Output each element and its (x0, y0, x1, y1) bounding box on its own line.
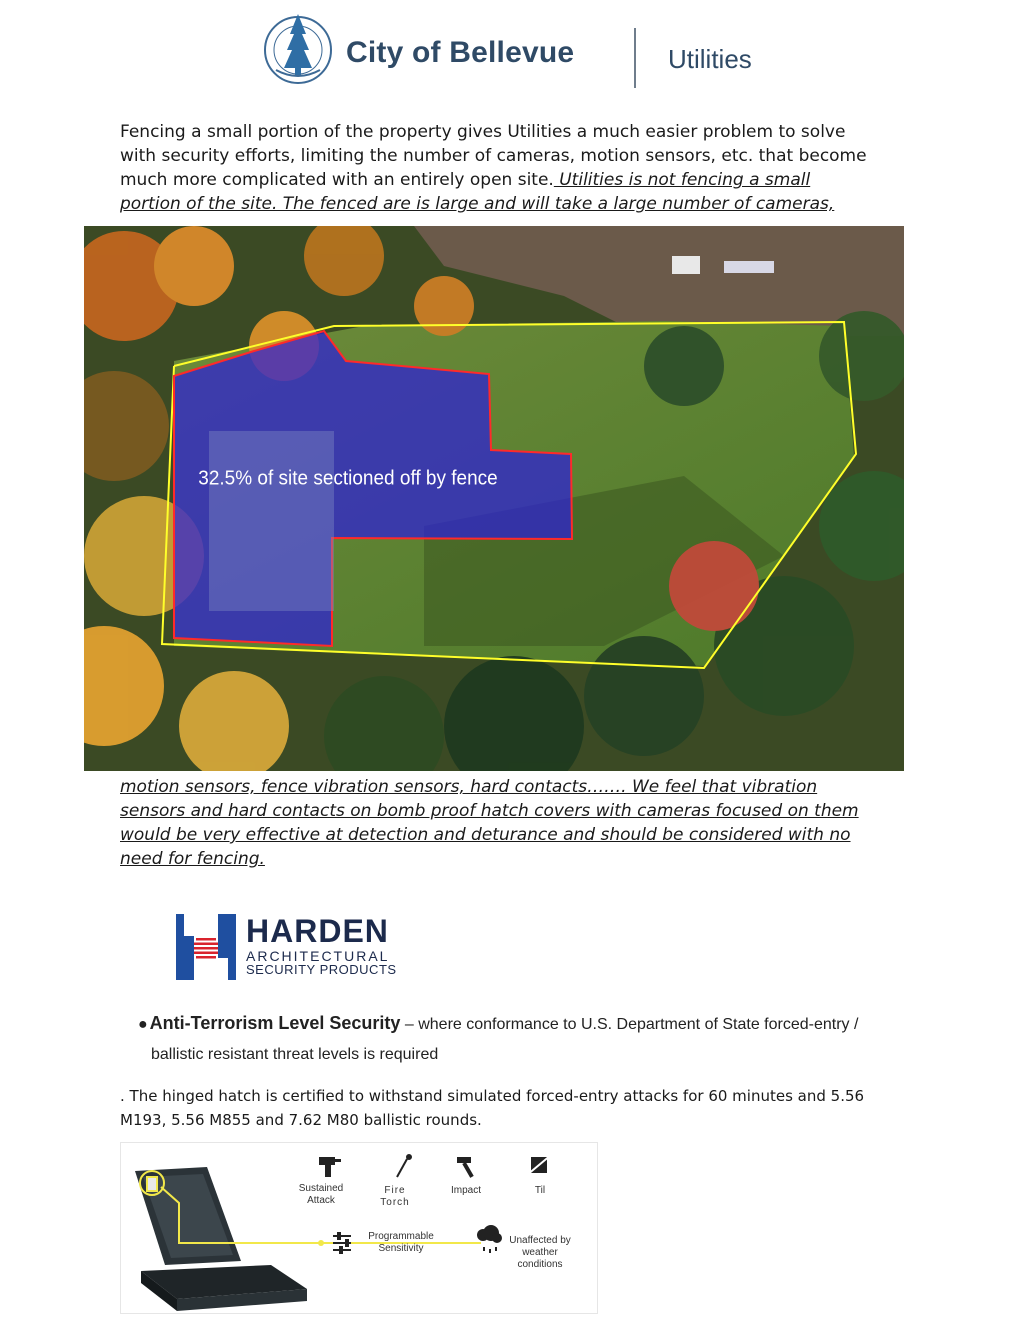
feature-tilt (525, 1185, 555, 1197)
paragraph-line: sensors and hard contacts on bomb proof hatch covers with cameras focused on them (120, 801, 859, 821)
certification-paragraph (120, 1084, 920, 1132)
harden-subtitle-2: SECURITY PRODUCTS (246, 962, 397, 977)
header-divider (634, 28, 636, 88)
bullet-text: – where conformance to U.S. Department of State forced-entry / (400, 1016, 859, 1033)
feature-sustained-attack (291, 1183, 351, 1207)
paragraph-line: need for fencing. (120, 849, 265, 869)
paragraph-line: with security efforts, limiting the number of cameras, motion sensors, etc. that become (120, 146, 867, 166)
aerial-site-photo (84, 226, 904, 771)
feature-label: Sensitivity (378, 1243, 424, 1254)
feature-label: weather (522, 1247, 558, 1258)
feature-weather (503, 1235, 577, 1271)
feature-label: Til (534, 1185, 546, 1196)
sliders-icon (333, 1232, 351, 1254)
intro-paragraph (120, 120, 920, 216)
underlined-comment: Utilities is not fencing a small (553, 170, 811, 190)
paragraph-line (120, 168, 920, 192)
bullet-text: ballistic resistant threat levels is required (151, 1046, 439, 1063)
torch-icon (397, 1155, 411, 1177)
feature-fire-torch (375, 1185, 415, 1209)
harden-brand-name: HARDEN (246, 913, 389, 949)
paragraph-line: motion sensors, fence vibration sensors, hard contacts……. We feel that vibration (120, 777, 818, 797)
tilt-icon (527, 1155, 551, 1175)
paragraph-line: . The hinged hatch is certified to withstand simulated forced-entry attacks for 60 minutes and 5.56 (120, 1087, 865, 1105)
feature-label: conditions (517, 1259, 563, 1270)
harden-subtitle: ARCHITECTURAL (246, 948, 390, 964)
feature-label: Unaffected by (509, 1235, 571, 1246)
bullet-line (138, 1008, 898, 1040)
feature-label: Programmable (368, 1231, 434, 1242)
comment-paragraph (120, 775, 920, 871)
feature-label: Impact (450, 1185, 481, 1196)
feature-label: Fire (384, 1185, 406, 1196)
paragraph-text: much more complicated with an entirely open site. (120, 170, 554, 190)
header-title: City of Bellevue (346, 36, 575, 69)
feature-label: Torch (380, 1197, 410, 1208)
weather-icon (477, 1225, 502, 1253)
hatch-illustration (121, 1143, 597, 1313)
hatch-feature-graphic (120, 1142, 598, 1314)
feature-impact (443, 1185, 489, 1197)
feature-bullet (138, 1008, 898, 1070)
header-department: Utilities (668, 44, 752, 74)
feature-label: Attack (307, 1195, 335, 1206)
drill-icon (319, 1157, 341, 1177)
city-seal-logo (262, 8, 334, 90)
paragraph-line: M193, 5.56 M855 and 7.62 M80 ballistic rounds. (120, 1111, 482, 1129)
harden-logo-mark (176, 914, 236, 980)
bullet-marker: ● (138, 1016, 148, 1033)
feature-programmable-sensitivity (361, 1231, 441, 1255)
paragraph-line: would be very effective at detection and deturance and should be considered with no (120, 825, 851, 845)
bullet-title: Anti-Terrorism Level Security (149, 1013, 401, 1033)
hammer-icon (457, 1157, 474, 1178)
fenced-area-label: 32.5% of site sectioned off by fence (198, 466, 498, 490)
underlined-comment: portion of the site. The fenced are is large and will take a large number of cameras, (120, 194, 835, 214)
feature-label: Sustained (298, 1183, 344, 1194)
paragraph-line: Fencing a small portion of the property gives Utilities a much easier problem to solve (120, 122, 846, 142)
